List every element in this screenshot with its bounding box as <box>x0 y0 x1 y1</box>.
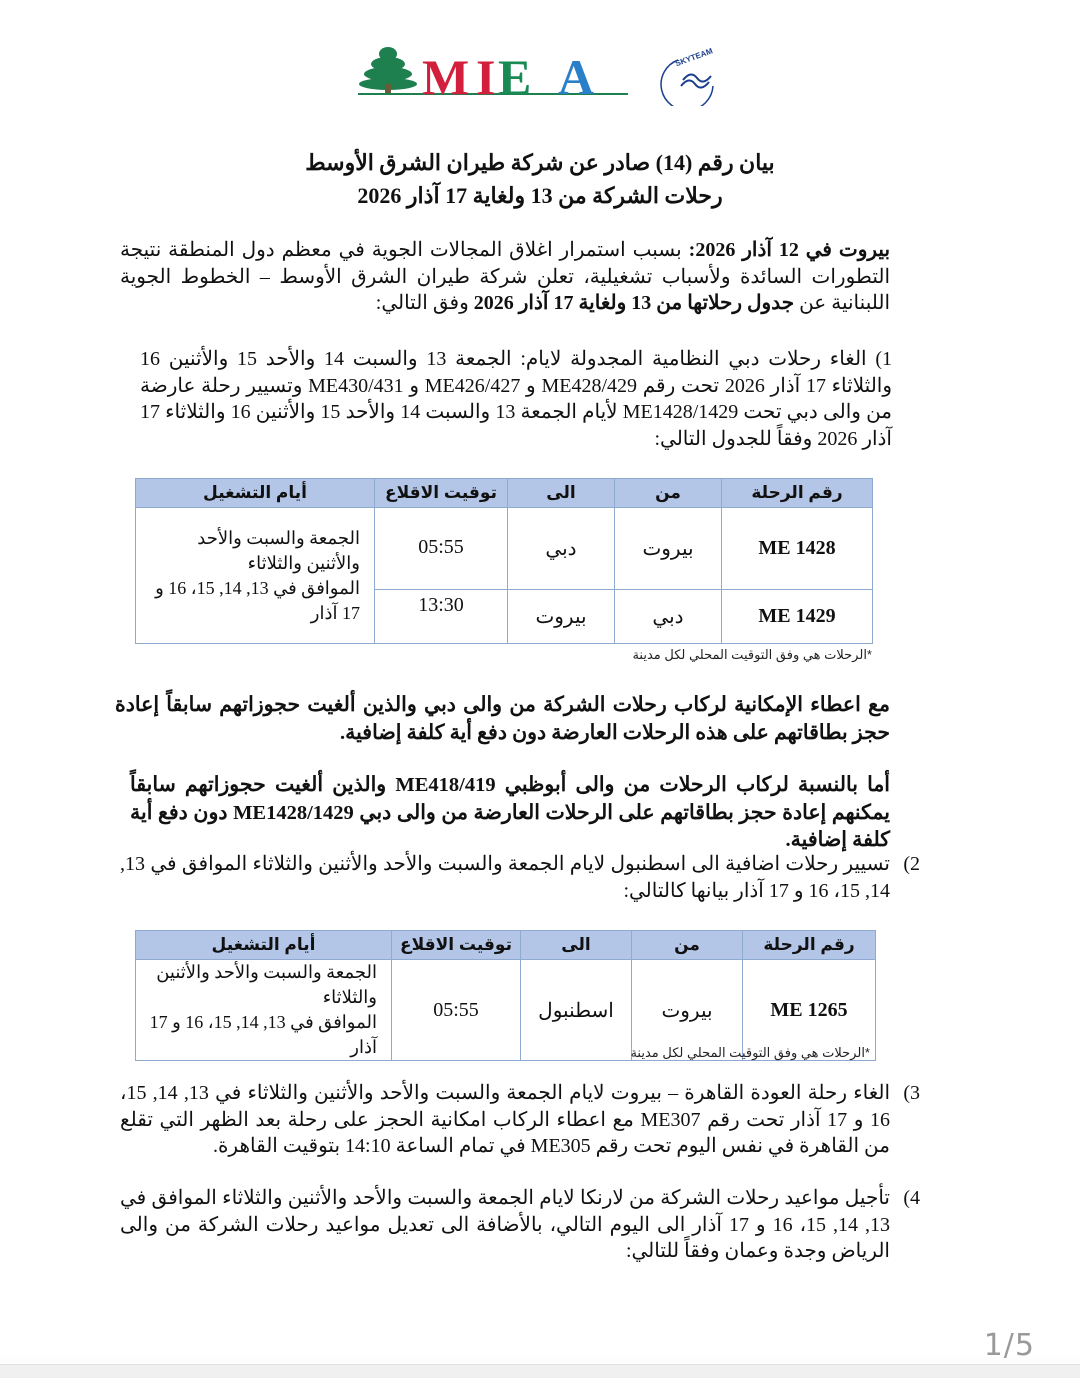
header-operating-days: أيام التشغيل <box>136 479 375 508</box>
destination: بيروت <box>508 590 615 644</box>
svg-text:I: I <box>476 49 496 105</box>
list-item-3 <box>120 1080 920 1160</box>
header-to: الى <box>521 931 632 960</box>
list-item-1 <box>140 346 892 452</box>
list-item-1-number: 1) <box>875 348 893 370</box>
header-from: من <box>632 931 743 960</box>
rebooking-abudhabi-paragraph: أما بالنسبة لركاب الرحلات من والى أبوظبي ME418/419 والذين ألغيت حجوزاتهم سابقاً يمكنهم إعادة حجز بطاقاتهم على الرحلات العارضة من والى دبي ME1428/1429 دون دفع أية كلفة إضافية. <box>130 774 890 851</box>
flight-number: ME 1429 <box>722 590 873 644</box>
destination: اسطنبول <box>521 960 632 1061</box>
origin: بيروت <box>632 960 743 1061</box>
intro-text-2: وفق التالي: <box>375 292 474 314</box>
flight-number: ME 1428 <box>722 508 873 590</box>
flights-table-dubai <box>135 478 873 644</box>
list-item-2-text: تسيير رحلات اضافية الى اسطنبول لايام الجمعة والسبت والأحد والأثنين والثلاثاء الموافق في 13, 14, 15، 16 و 17 آذار بيانها كالتالي: <box>120 853 890 902</box>
header-flight-number: رقم الرحلة <box>722 479 873 508</box>
logo-letter-e: E <box>498 49 532 105</box>
header-from: من <box>615 479 722 508</box>
departure-time: 05:55 <box>375 508 508 590</box>
header-flight-number: رقم الرحلة <box>743 931 876 960</box>
header-operating-days: أيام التشغيل <box>136 931 392 960</box>
list-item-2-number: 2) <box>903 853 920 875</box>
viewer-bottom-bar <box>0 1364 1080 1378</box>
departure-time: 05:55 <box>392 960 521 1061</box>
intro-paragraph <box>120 237 890 317</box>
operating-days-line-1: الجمعة والسبت والأحد والأثنين والثلاثاء <box>156 962 377 1007</box>
flight-number: ME 1265 <box>743 960 876 1061</box>
table-1-footnote: *الرحلات هي وفق التوقيت المحلي لكل مدينة <box>632 647 872 662</box>
header-departure-time: توقيت الاقلاع <box>392 931 521 960</box>
svg-text:SKYTEAM: SKYTEAM <box>674 46 714 69</box>
origin: دبي <box>615 590 722 644</box>
list-item-1-text: الغاء رحلات دبي النظامية المجدولة لايام: الجمعة 13 والسبت 14 والأحد 15 والأثنين 16 والثلاثاء 17 آذار 2026 تحت رقم ME428/429 و ME426/427 و ME430/431 وتسيير رحلة عارضة من والى دبي تحت ME1428/1429 لأيام الجمعة 13 والسبت 14 والأحد 15 والأثنين 16 والثلاثاء 17 آذار 2026 وفقاً للجدول التالي: <box>140 348 893 450</box>
table-2-footnote: *الرحلات هي وفق التوقيت المحلي لكل مدينة <box>630 1045 870 1060</box>
table-header-row <box>136 931 876 960</box>
flights-table-istanbul <box>135 930 876 1061</box>
logo-letter-a: A <box>558 49 595 105</box>
intro-text-1: بسبب استمرار اغلاق المجالات الجوية في معظم دول المنطقة نتيجة التطورات السائدة ولأسباب تشغيلية، تعلن شركة طيران الشرق الأوسط – الخطوط الجوية اللبنانية عن <box>120 239 890 314</box>
statement-title <box>200 146 880 212</box>
table-row <box>136 508 873 590</box>
list-item-3-text: الغاء رحلة العودة القاهرة – بيروت لايام الجمعة والسبت والأحد والأثنين والثلاثاء في 13, 14, 15، 16 و 17 آذار تحت رقم ME307 مع اعطاء الركاب امكانية الحجز على رحلة بعد الظهر التي تقلع من القاهرة في نفس اليوم تحت رقم ME305 في تمام الساعة 14:10 بتوقيت القاهرة. <box>120 1082 891 1157</box>
list-item-3-number: 3) <box>903 1082 920 1104</box>
mea-logo <box>358 40 728 106</box>
page-indicator: 1/5 <box>983 1328 1035 1363</box>
logo-letter-m: M <box>422 49 470 105</box>
header-to: الى <box>508 479 615 508</box>
intro-bold-schedule: جدول رحلاتها من 13 ولغاية 17 آذار 2026 <box>473 292 795 314</box>
list-item-4-text: تأجيل مواعيد رحلات الشركة من لارنكا لايام الجمعة والسبت والأحد والأثنين والثلاثاء الموافق في 13, 14, 15، 16 و 17 آذار الى اليوم التالي، بالأضافة الى تعديل مواعيد رحلات الشركة من والى الرياض وجدة وعمان وفقاً للتالي: <box>120 1187 891 1262</box>
title-line-1: بيان رقم (14) صادر عن شركة طيران الشرق الأوسط <box>305 150 775 175</box>
operating-days-line-2: الموافق في 13, 14, 15، 16 و 17 آذار <box>155 577 360 623</box>
origin: بيروت <box>615 508 722 590</box>
operating-days-line-1: الجمعة والسبت والأحد والأثنين والثلاثاء <box>197 527 360 573</box>
list-item-2 <box>120 851 920 904</box>
operating-days <box>136 960 392 1061</box>
mea-logo-graphic <box>358 40 728 106</box>
title-line-2: رحلات الشركة من 13 ولغاية 17 آذار 2026 <box>357 183 723 208</box>
header-departure-time: توقيت الاقلاع <box>375 479 508 508</box>
rebooking-dubai-paragraph: مع اعطاء الإمكانية لركاب رحلات الشركة من والى دبي والذين ألغيت حجوزاتهم سابقاً إعادة حجز بطاقاتهم على هذه الرحلات العارضة دون دفع أية كلفة إضافية. <box>115 694 890 744</box>
skyteam-icon <box>661 46 714 106</box>
list-item-4 <box>120 1185 920 1265</box>
table-header-row <box>136 479 873 508</box>
departure-time: 13:30 <box>375 590 508 644</box>
destination: دبي <box>508 508 615 590</box>
list-item-4-number: 4) <box>903 1187 920 1209</box>
operating-days-line-2: الموافق في 13, 14, 15، 16 و 17 آذار <box>149 1012 377 1057</box>
operating-days <box>136 508 375 644</box>
intro-dateline: بيروت في 12 آذار 2026: <box>688 239 891 261</box>
